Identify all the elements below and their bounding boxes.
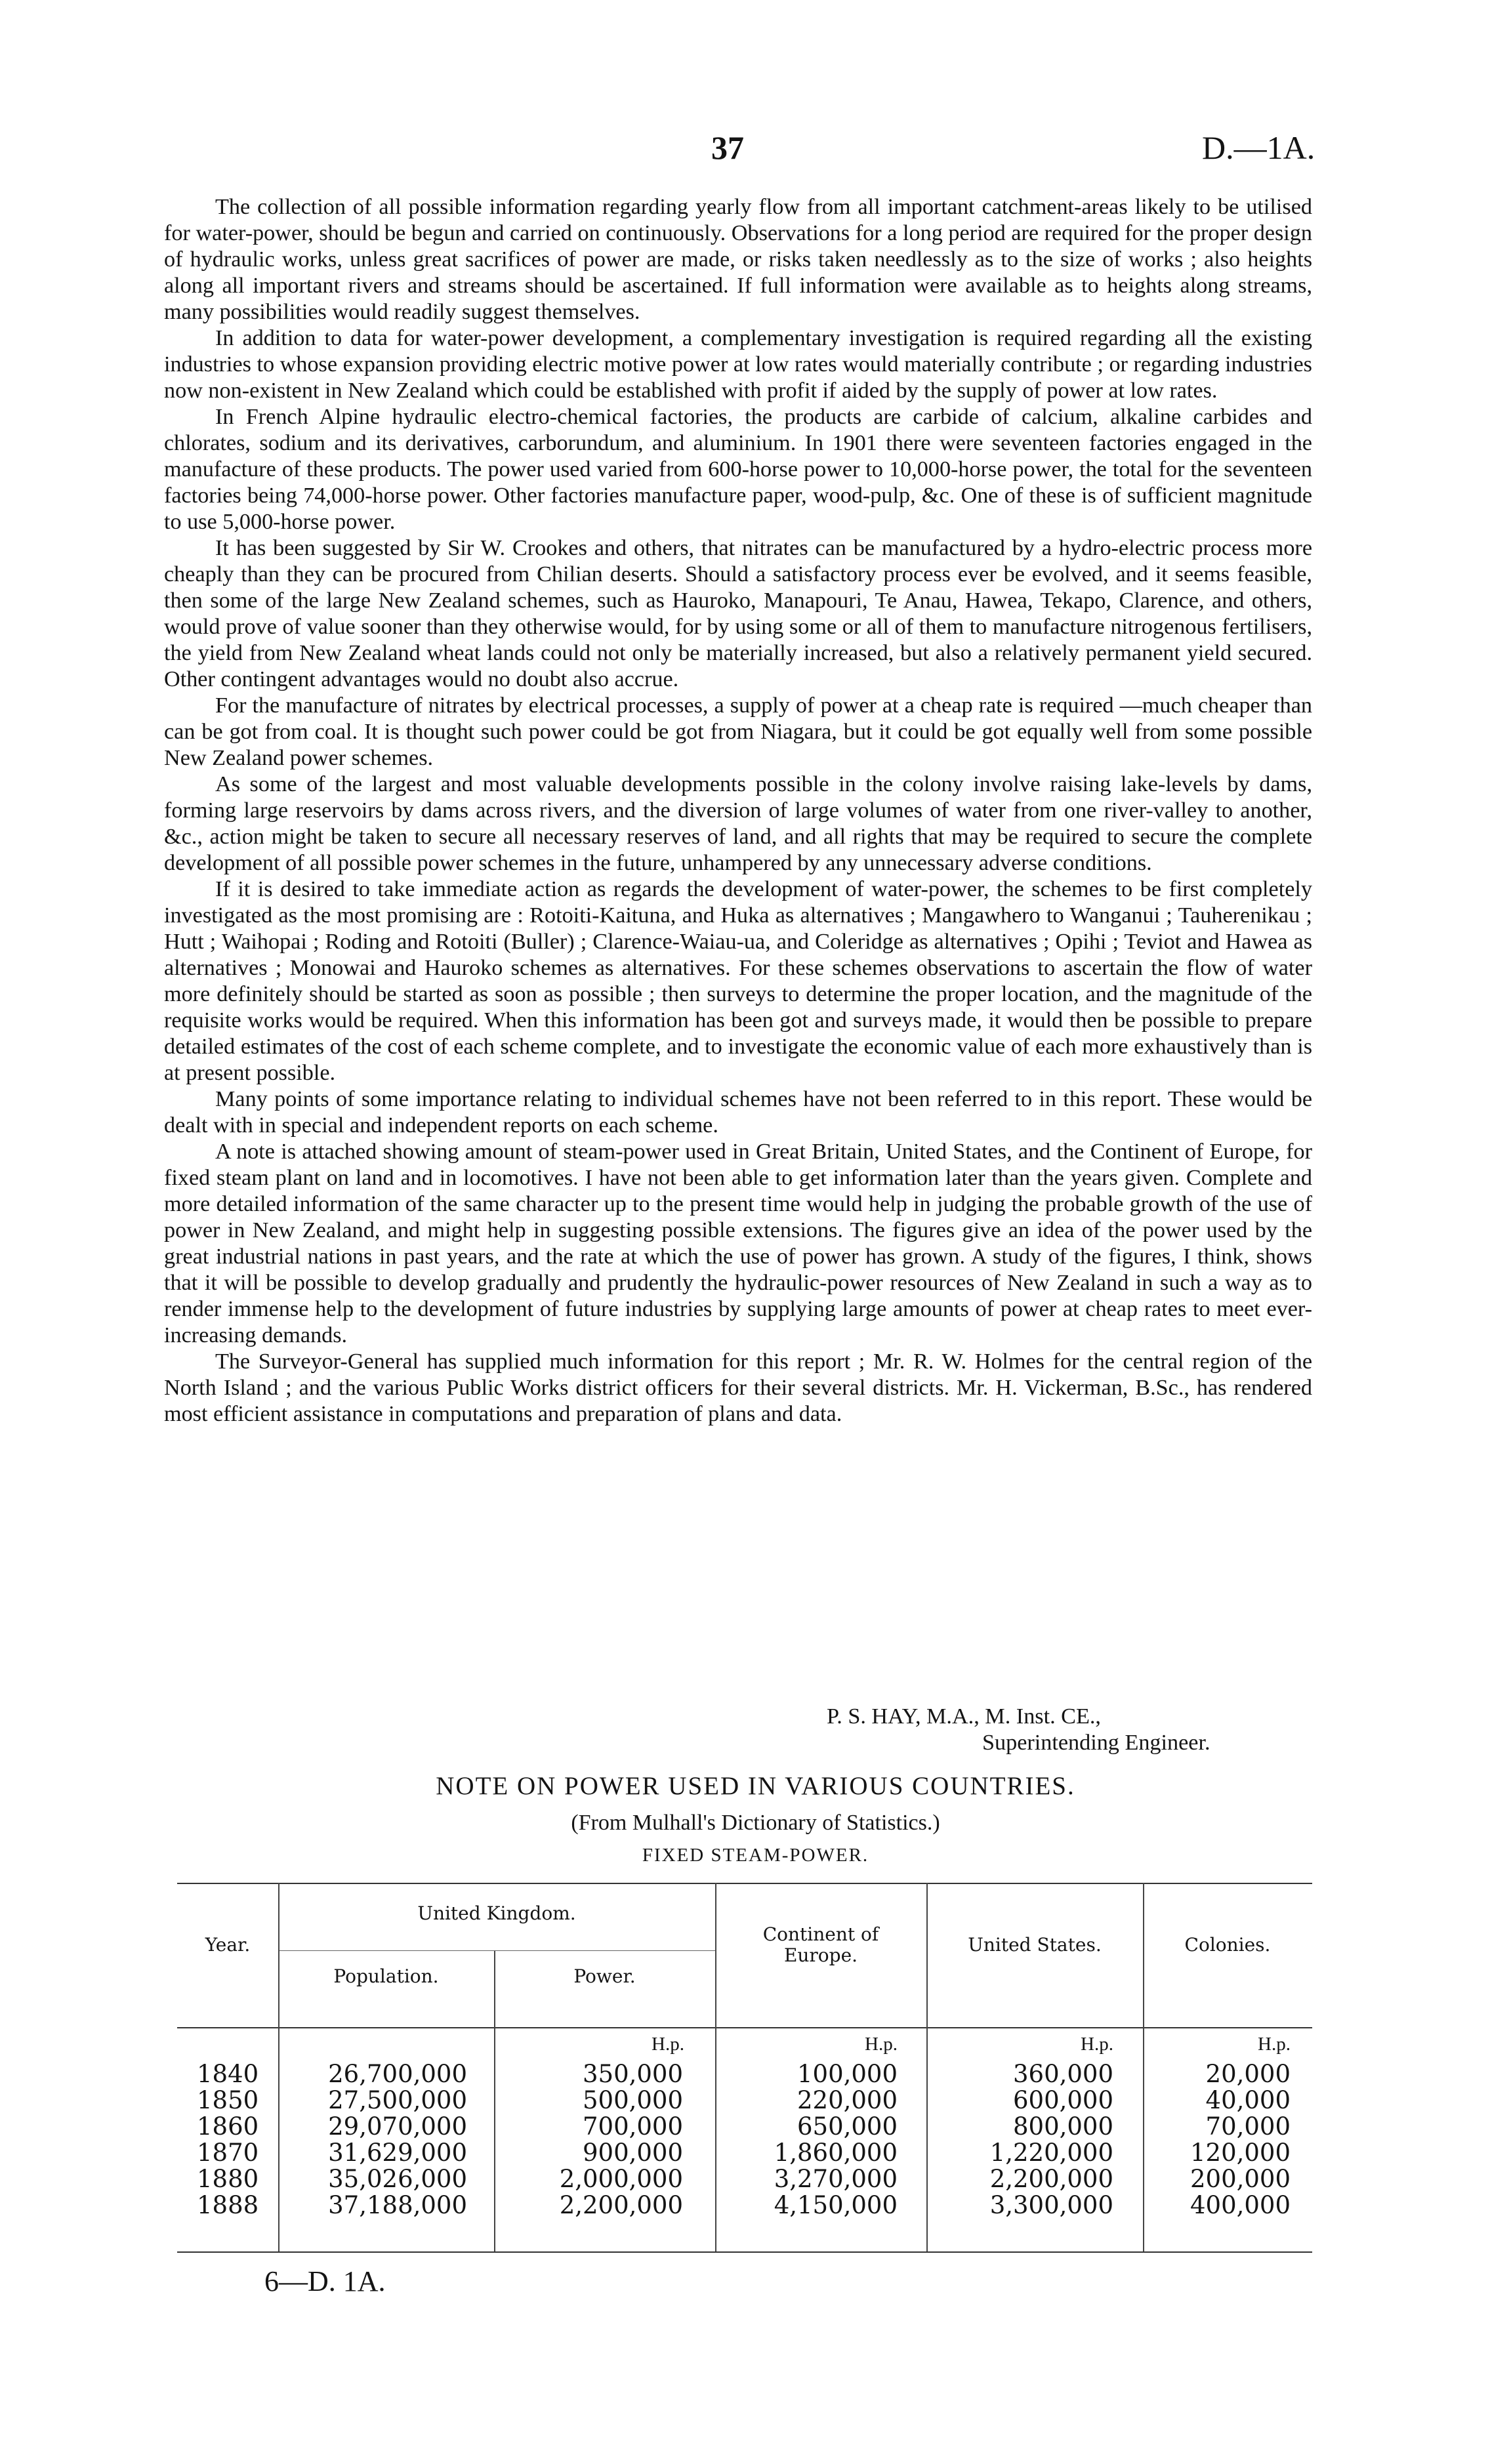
note-subtitle: FIXED STEAM-POWER. — [642, 1845, 869, 1866]
unit-label: H.p. — [865, 2034, 898, 2055]
paragraph: In addition to data for water-power development, a complementary investigation is required regarding all the existing industries to whose expansion providing electric motive power at low rates would materially contribute ; or regarding industries now non-existent in New Zealand which could be established with profit if aided by the supply of power at low rates. — [164, 326, 1312, 403]
cell-colonies: 200,000 — [1190, 2165, 1291, 2193]
cell-year: 1888 — [197, 2191, 259, 2219]
cell-europe: 4,150,000 — [774, 2191, 898, 2219]
cell-population: 27,500,000 — [328, 2086, 467, 2114]
header-united-kingdom: United Kingdom. — [417, 1902, 576, 1924]
cell-power: 2,000,000 — [559, 2165, 683, 2193]
cell-europe: 220,000 — [797, 2086, 898, 2114]
unit-label: H.p. — [1081, 2034, 1113, 2055]
cell-us: 600,000 — [1012, 2086, 1113, 2114]
cell-population: 26,700,000 — [328, 2060, 467, 2088]
cell-population: 35,026,000 — [328, 2165, 467, 2193]
body-text — [164, 194, 1312, 1427]
paragraph: For the manufacture of nitrates by electrical processes, a supply of power at a cheap rate is required —much cheaper than can be got from coal. It is thought such power could be got from Niagara, but it could be got equally well from some possible New Zealand power schemes. — [164, 693, 1312, 770]
unit-label: H.p. — [1258, 2034, 1291, 2055]
page-reference: D.—1A. — [1202, 129, 1315, 166]
page-number: 37 — [711, 129, 744, 166]
cell-year: 1880 — [197, 2165, 259, 2193]
paragraph: A note is attached showing amount of steam-power used in Great Britain, United States, and the Continent of Europe, for fixed steam plant on land and in locomotives. I have not been able to get information later than the years given. Complete and more detailed information of the same character up to the present time would help in judging the probable growth of the use of power in New Zealand, and might help in suggesting possible extensions. The figures give an idea of the power used by the great industrial nations in past years, and the rate at which the use of power has grown. A study of the figures, I think, shows that it will be possible to develop gradually and prudently the hydraulic-power resources of New Zealand in such a way as to render immense help to the development of future industries by supplying large amounts of power at cheap rates to meet ever-increasing demands. — [164, 1140, 1312, 1347]
cell-europe: 3,270,000 — [774, 2165, 898, 2193]
footer-reference: 6—D. 1A. — [264, 2265, 386, 2297]
cell-year: 1860 — [197, 2112, 259, 2141]
paragraph: It has been suggested by Sir W. Crookes and others, that nitrates can be manufactured by a hydro-electric process more cheaply than they can be procured from Chilian deserts. Should a satisfactory process ever be evolved, and it seems feasible, then some of the large New Zealand schemes, such as Hauroko, Manapouri, Te Anau, Hawea, Tekapo, Clarence, and others, would prove of value sooner than they otherwise would, for by using some or all of them to manufacture nitrogenous fertilisers, the yield from New Zealand wheat lands could not only be materially increased, but also a relatively permanent yield secured. Other contingent advantages would no doubt also accrue. — [164, 536, 1312, 691]
signature-block — [164, 1704, 1312, 1770]
cell-us: 800,000 — [1012, 2112, 1113, 2141]
cell-year: 1840 — [197, 2060, 259, 2088]
cell-europe: 100,000 — [797, 2060, 898, 2088]
paragraph: As some of the largest and most valuable developments possible in the colony involve raising lake-levels by dams, forming large reservoirs by dams across rivers, and the diversion of large volumes of water from one river-valley to another, &c., action might be taken to secure all necessary reserves of land, and all rights that may be required to secure the complete development of all possible power schemes in the future, unhampered by any unnecessary adverse conditions. — [164, 772, 1312, 875]
paragraph: Many points of some importance relating to individual schemes have not been referred to in this report. These would be dealt with in special and independent reports on each scheme. — [164, 1087, 1312, 1138]
paragraph: The collection of all possible information regarding yearly flow from all important catchment-areas likely to be utilised for water-power, should be begun and carried on continuously. Observations for a long period are required for the proper design of hydraulic works, unless great sacrifices of power are made, or risks taken needlessly as to the size of works ; also heights along all important rivers and streams should be ascertained. If full information were available as to heights along streams, many possibilities would readily suggest themselves. — [164, 195, 1312, 324]
cell-us: 1,220,000 — [989, 2139, 1113, 2167]
header-united-states: United States. — [968, 1934, 1102, 1956]
cell-colonies: 70,000 — [1205, 2112, 1291, 2141]
cell-europe: 650,000 — [797, 2112, 898, 2141]
header-colonies: Colonies. — [1184, 1934, 1271, 1956]
cell-power: 700,000 — [582, 2112, 683, 2141]
note-source: (From Mulhall's Dictionary of Statistics.) — [571, 1811, 940, 1835]
table-bottom-rule — [177, 2251, 1312, 2253]
header-continent-line2: Europe. — [783, 1944, 858, 1966]
cell-population: 31,629,000 — [328, 2139, 467, 2167]
unit-label: H.p. — [652, 2034, 684, 2055]
cell-us: 3,300,000 — [989, 2191, 1113, 2219]
cell-power: 2,200,000 — [559, 2191, 683, 2219]
note-title: NOTE ON POWER USED IN VARIOUS COUNTRIES. — [436, 1772, 1075, 1800]
cell-power: 350,000 — [582, 2060, 683, 2088]
header-population: Population. — [333, 1965, 439, 1987]
cell-year: 1850 — [197, 2086, 259, 2114]
cell-colonies: 120,000 — [1190, 2139, 1291, 2167]
signature-name: P. S. HAY, M.A., M. Inst. CE., — [827, 1704, 1101, 1729]
cell-power: 500,000 — [582, 2086, 683, 2114]
cell-us: 360,000 — [1012, 2060, 1113, 2088]
page-header — [0, 129, 1511, 168]
header-year: Year. — [205, 1934, 251, 1956]
cell-colonies: 400,000 — [1190, 2191, 1291, 2219]
uk-subheader-rule — [279, 1950, 715, 1951]
cell-power: 900,000 — [582, 2139, 683, 2167]
cell-population: 29,070,000 — [328, 2112, 467, 2141]
cell-us: 2,200,000 — [989, 2165, 1113, 2193]
paragraph: The Surveyor-General has supplied much information for this report ; Mr. R. W. Holmes for the central region of the North Island ; and the various Public Works district officers for their several districts. Mr. H. Vickerman, B.Sc., has rendered most efficient assistance in computations and preparation of plans and data. — [164, 1349, 1312, 1426]
paragraph: If it is desired to take immediate action as regards the development of water-power, the schemes to be first completely investigated as the most promising are : Rotoiti-Kaituna, and Huka as alternatives ; Mangawhero to Wanganui ; Tauherenikau ; Hutt ; Waihopai ; Roding and Rotoiti (Buller) ; Clarence-Waiau-ua, and Coleridge as alternatives ; Opihi ; Teviot and Hawea as alternatives ; Monowai and Hauroko schemes as alternatives. For these schemes observations to ascertain the flow of water more definitely should be started as soon as possible ; then surveys to determine the proper location, and the magnitude of the requisite works would be required. When this information has been got and surveys made, it would then be possible to prepare detailed estimates of the cost of each scheme complete, and to investigate the economic value of each more exhaustively than is at present possible. — [164, 877, 1312, 1085]
table-top-rule — [177, 1883, 1312, 1884]
cell-europe: 1,860,000 — [774, 2139, 898, 2167]
header-power: Power. — [573, 1965, 636, 1987]
cell-population: 37,188,000 — [328, 2191, 467, 2219]
header-continent-line1: Continent of — [762, 1923, 879, 1945]
signature-title: Superintending Engineer. — [982, 1731, 1211, 1755]
cell-colonies: 40,000 — [1205, 2086, 1291, 2114]
paragraph: In French Alpine hydraulic electro-chemical factories, the products are carbide of calcium, alkaline carbides and chlorates, sodium and its derivatives, carborundum, and aluminium. In 1901 there were seventeen factories engaged in the manufacture of these products. The power used varied from 600-horse power to 10,000-horse power, the total for the seventeen factories being 74,000-horse power. Other factories manufacture paper, wood-pulp, &c. One of these is of sufficient magnitude to use 5,000-horse power. — [164, 405, 1312, 534]
cell-year: 1870 — [197, 2139, 259, 2167]
table-header-rule — [177, 2027, 1312, 2028]
cell-colonies: 20,000 — [1205, 2060, 1291, 2088]
